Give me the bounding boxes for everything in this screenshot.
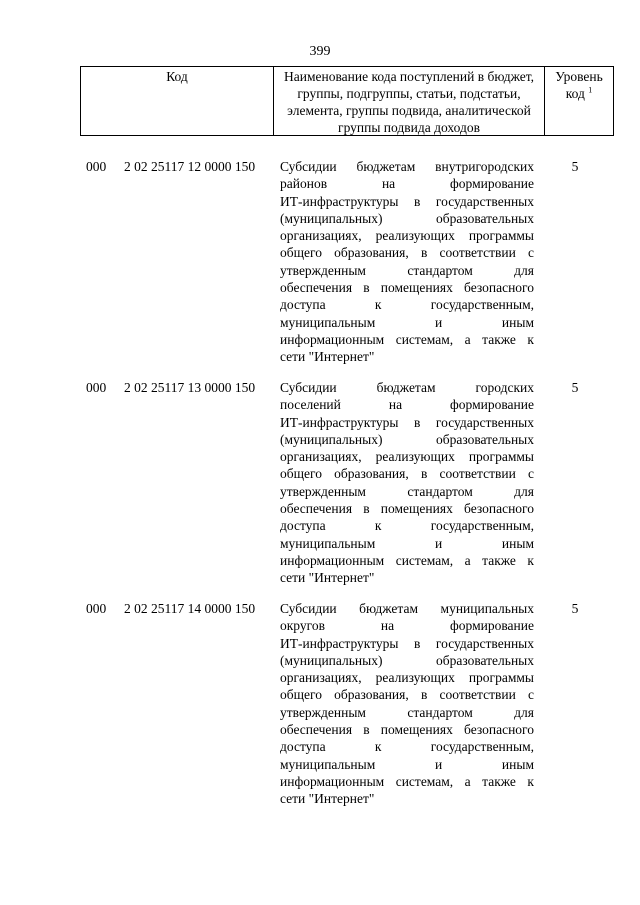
- row-name-line: сети "Интернет": [280, 791, 375, 807]
- row-code: 2 02 25117 14 0000 150: [124, 601, 256, 616]
- row-name-line: сети "Интернет": [280, 570, 375, 586]
- row-name-line: информационным системам, а также к: [280, 331, 534, 347]
- row-code: 2 02 25117 12 0000 150: [124, 159, 256, 174]
- row-name-line: информационным системам, а также к: [280, 773, 534, 789]
- row-name-line: доступа к государственным,: [280, 297, 534, 313]
- row-name-line: (муниципальных) образовательных: [280, 652, 534, 668]
- row-name-line: доступа к государственным,: [280, 739, 534, 755]
- row-name-line: организациях, реализующих программы: [280, 670, 534, 686]
- row-level: 5: [571, 601, 579, 616]
- row-name-line: общего образования, в соответствии с: [280, 245, 534, 261]
- row-name-line: общего образования, в соответствии с: [280, 466, 534, 482]
- row-name-line: сети "Интернет": [280, 349, 375, 365]
- row-name-line: ИТ-инфраструктуры в государственных: [280, 414, 534, 430]
- row-name-line: Субсидии бюджетам муниципальных: [280, 601, 534, 616]
- header-code: Код: [81, 67, 274, 135]
- header-level: [545, 67, 613, 135]
- row-name-line: (муниципальных) образовательных: [280, 431, 534, 447]
- row-name-line: утвержденным стандартом для: [280, 262, 534, 278]
- row-name-line: информационным системам, а также к: [280, 552, 534, 568]
- row-level: 5: [571, 380, 579, 395]
- row-prefix: 000: [86, 601, 107, 616]
- row-code: 2 02 25117 13 0000 150: [124, 380, 256, 395]
- row-prefix: 000: [86, 380, 107, 395]
- row-name-line: обеспечения в помещениях безопасного: [280, 501, 534, 517]
- row-level: 5: [571, 159, 579, 174]
- row-name-line: муниципальным и иным: [280, 535, 534, 551]
- row-name-line: районов на формирование: [280, 176, 534, 192]
- row-name-line: муниципальным и иным: [280, 314, 534, 330]
- row-name: [280, 158, 534, 366]
- row-name-line: организациях, реализующих программы: [280, 449, 534, 465]
- row-name-line: округов на формирование: [280, 618, 534, 634]
- row-name-line: Субсидии бюджетам внутригородских: [280, 159, 534, 174]
- row-prefix: 000: [86, 159, 107, 174]
- header-level-footnote: 1: [588, 85, 593, 95]
- row-name-line: ИТ-инфраструктуры в государственных: [280, 635, 534, 651]
- header-level-label: Уровень код: [555, 69, 603, 101]
- row-name-line: обеспечения в помещениях безопасного: [280, 722, 534, 738]
- row-name: [280, 600, 534, 808]
- row-name-line: утвержденным стандартом для: [280, 704, 534, 720]
- header-name: Наименование кода поступлений в бюджет, группы, подгруппы, статьи, подстатьи, элемента, группы подвида, аналитической группы подвида доходов: [274, 67, 545, 135]
- row-name-line: (муниципальных) образовательных: [280, 210, 534, 226]
- row-name-line: организациях, реализующих программы: [280, 228, 534, 244]
- row-name-line: ИТ-инфраструктуры в государственных: [280, 193, 534, 209]
- row-name-line: общего образования, в соответствии с: [280, 687, 534, 703]
- row-name-line: доступа к государственным,: [280, 518, 534, 534]
- row-name-line: обеспечения в помещениях безопасного: [280, 280, 534, 296]
- row-name-line: Субсидии бюджетам городских: [280, 380, 534, 395]
- row-name-line: утвержденным стандартом для: [280, 483, 534, 499]
- table-header: [80, 66, 614, 136]
- row-name-line: поселений на формирование: [280, 397, 534, 413]
- row-name-line: муниципальным и иным: [280, 756, 534, 772]
- page-number: 399: [309, 44, 331, 59]
- row-name: [280, 379, 534, 587]
